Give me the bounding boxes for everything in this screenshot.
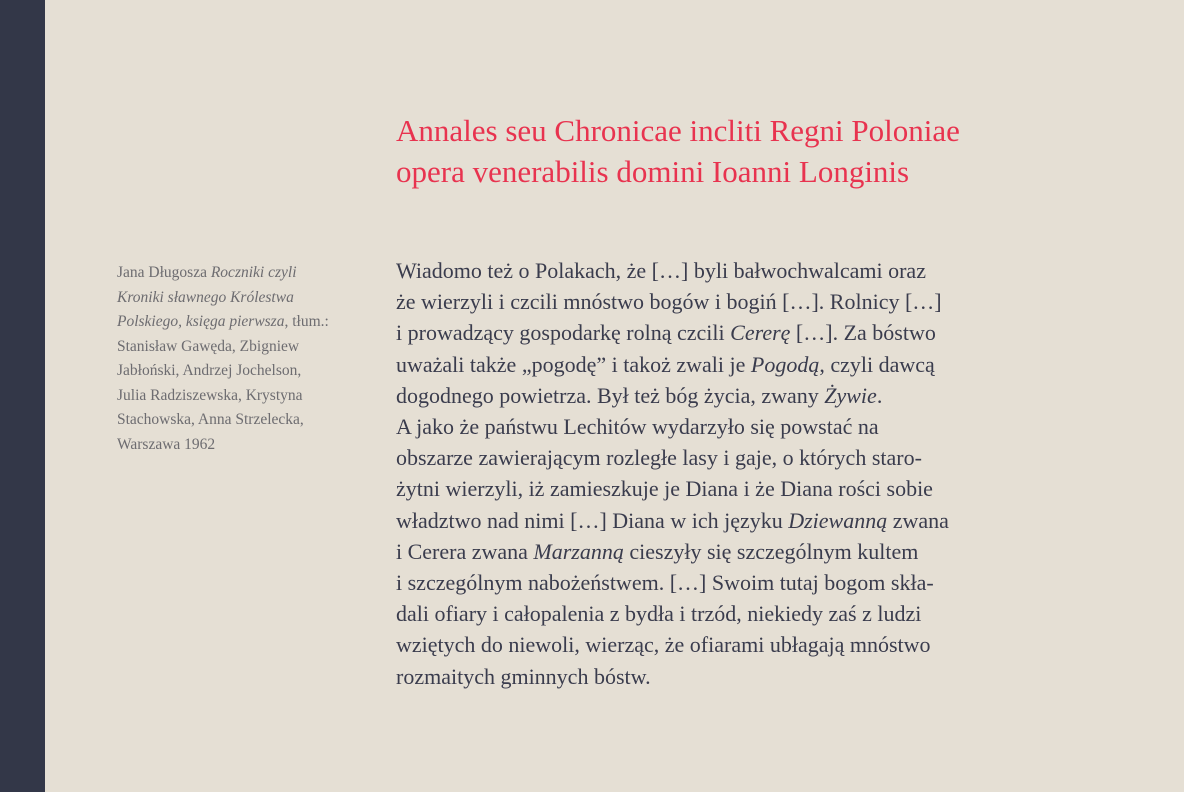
side-bar	[0, 0, 45, 792]
caption-line: Julia Radziszewska, Krystyna	[117, 386, 303, 404]
body-line: władztwo nad nimi […] Diana w ich języku Dziewanną zwana	[396, 507, 949, 533]
body-line: i szczególnym nabożeństwem. […] Swoim tutaj bogom skła-	[396, 570, 934, 596]
body-line: że wierzyli i czcili mnóstwo bogów i bogiń […]. Rolnicy […]	[396, 289, 942, 315]
body-line: uważali także „pogodę” i takoż zwali je Pogodą, czyli dawcą	[396, 351, 935, 377]
caption-line: Warszawa 1962	[117, 435, 216, 453]
body-line: dali ofiary i całopalenia z bydła i trzód, niekiedy zaś z ludzi	[396, 601, 922, 627]
caption-line: Kroniki sławnego Królestwa	[117, 288, 294, 306]
headline-line: opera venerabilis domini Ioanni Longinis	[396, 154, 910, 189]
body-line: i Cerera zwana Marzanną cieszyły się szczególnym kultem	[396, 538, 919, 564]
body-line: obszarze zawierającym rozległe lasy i gaje, o których staro-	[396, 445, 922, 471]
body-line: A jako że państwu Lechitów wydarzyło się powstać na	[396, 414, 879, 440]
headline-line: Annales seu Chronicae incliti Regni Poloniae	[396, 113, 960, 148]
body-line: rozmaitych gminnych bóstw.	[396, 663, 651, 689]
caption-line: Jabłoński, Andrzej Jochelson,	[117, 362, 302, 379]
body-line: dogodnego powietrza. Był też bóg życia, zwany Żywie.	[396, 382, 883, 408]
headline	[396, 110, 1156, 192]
source-caption	[117, 261, 357, 457]
body-line: żytni wierzyli, iż zamieszkuje je Diana i że Diana rości sobie	[396, 476, 933, 502]
caption-line: Stanisław Gawęda, Zbigniew	[117, 337, 300, 355]
caption-line: Stachowska, Anna Strzelecka,	[117, 411, 304, 428]
body-paragraph	[396, 255, 1076, 692]
body-line: i prowadzący gospodarkę rolną czcili Cererę […]. Za bóstwo	[396, 320, 936, 346]
body-line: Wiadomo też o Polakach, że […] byli bałwochwalcami oraz	[396, 258, 926, 283]
caption-line: Polskiego, księga pierwsza, tłum.:	[117, 313, 329, 330]
body-line: wziętych do niewoli, wierząc, że ofiarami ubłagają mnóstwo	[396, 632, 931, 658]
caption-line: Jana Długosza Roczniki czyli	[117, 264, 297, 281]
